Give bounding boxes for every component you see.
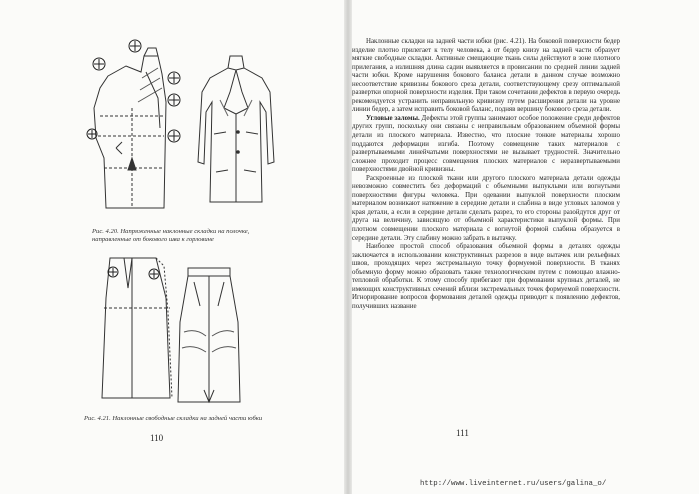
paragraph-flat-materials: Раскроенные из плоской ткани или другого плоского материала детали одежды невозможно совместить без деформаций с объемными выпуклыми или вогнутыми поверхностями фигуры человека. При одевании выпуклой поверхности плоским материалом возникают натяжение в середине детали и слабина в виде угловых заломов у края детали, а если в середине детали сделать разрез, то его стороны разойдутся друг от друга на величину, зависящую от объемной характеристики выпуклой формы. При плотном совмещении плоского материала с вогнутой формой слабина образуется в середине детали. Эту слабину можно забрать в вытачку. [352, 174, 620, 242]
figure-4-21-skirt [170, 262, 250, 407]
figure-4-20-pattern [86, 38, 196, 218]
right-page-body [352, 38, 620, 312]
page-number-left: 110 [150, 433, 164, 443]
figure-4-20-caption-line1: Рис. 4.20. Напряженные наклонные складки на полочке, [92, 228, 250, 235]
source-url-watermark: http://www.liveinternet.ru/users/galina_o/ [420, 480, 607, 488]
paragraph-angular-creases: Угловые заломы. Дефекты этой группы занимают особое положение среди дефектов других групп, поскольку они связаны с неправильным образованием объемной формы детали из плоского материала. Известно, что плоские тонкие материалы хорошо поддаются деформации изгиба. Поэтому совмещение таких материалов с развертываемыми линейчатыми поверхностями не вызывает трудностей. Значительно сложнее проходит процесс совмещения плоских материалов с неразвертываемыми поверхностями двойной кривизны. [352, 114, 620, 174]
figure-4-20-caption-line2: направленные от бокового шва к горловине [92, 236, 214, 243]
paragraph-volume-forming: Наиболее простой способ образования объемной формы в деталях одежды заключается в использовании конструктивных разрезов в виде вытачек или рельефных швов, проходящих через экстремальную точку формуемой поверхности. В тканях объемную форму можно образовать также технологическим путем с помощью влажно-тепловой обработки. К этому способу прибегают при формовании крупных деталей, не имеющих конструктивных сечений вблизи экстремальных точек формуемой поверхности. Игнорирование вопросов формования деталей одежды приводит к появлению дефектов, получивших название [352, 243, 620, 310]
figure-4-20-jacket [190, 52, 282, 222]
page-number-right: 111 [456, 428, 469, 438]
figure-4-21-caption: Рис. 4.21. Наклонные свободные складки на задней части юбки [84, 415, 263, 422]
page-gutter [344, 0, 352, 494]
paragraph-skirt-folds: Наклонные складки на задней части юбки (рис. 4.21). На боковой поверхности бедер изделие плотно прилегает к телу человека, а от бедер книзу на задней части образует мягкие свободные складки. Активные смещающие ткань силы действуют в зоне плотного прилегания, а излишняя длина садин выявляется в провисании по средней линии задней части юбки. Кроме нарушения бокового баланса детали в данном случае возможно несоответствие кривизны бокового среза детали, соответствующему срезу оптимальной развертки опорной поверхности изделия. При таком сочетании дефектов в первую очередь рекомендуется устранить неправильную кривизну путем расширения детали на уровне линии бедер, а затем исправить боковой баланс, подняв вершину бокового среза детали. [352, 38, 620, 114]
